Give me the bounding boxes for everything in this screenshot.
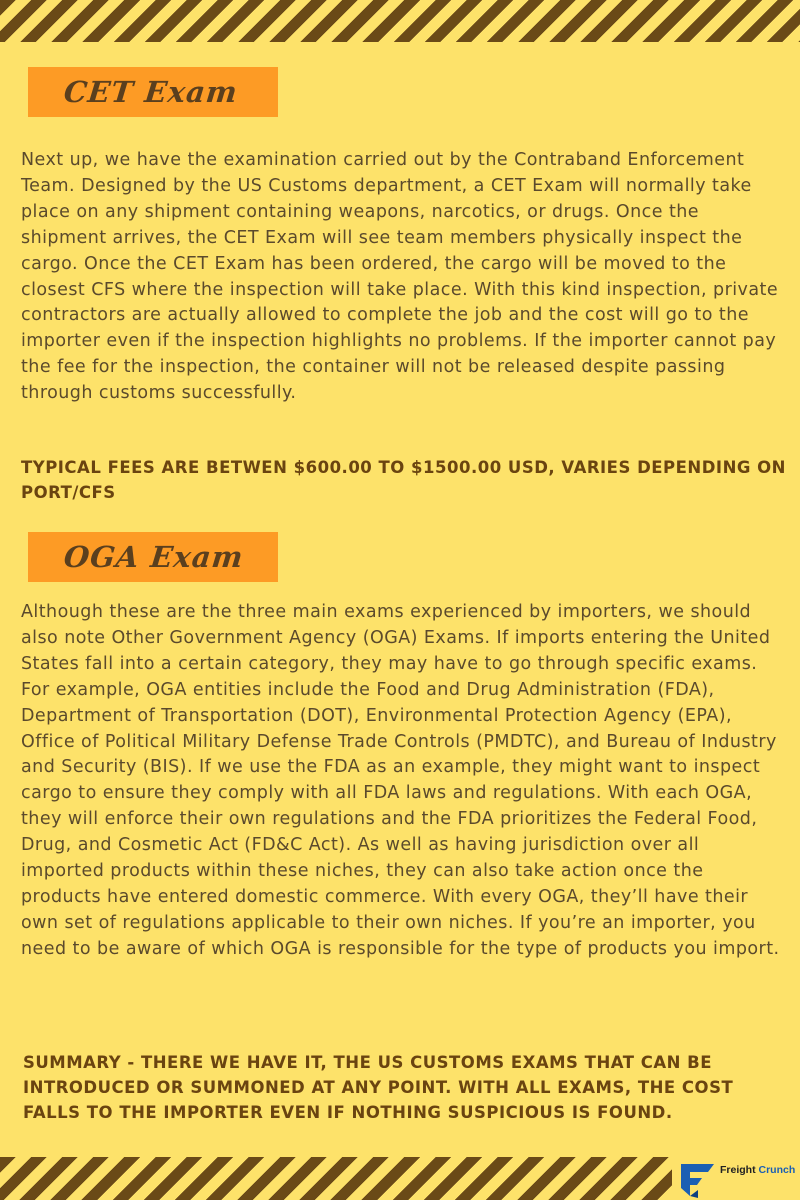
oga-exam-description: Although these are the three main exams experienced by importers, we should also note Other Government Agency (OGA) Exams. If imports entering the United States fall into a certain category, they may have to go through specific exams. For example, OGA entities include the Food and Drug Administration (FDA), Department of Transportation (DOT), Environmental Protection Agency (EPA), Office of Political Military Defense Trade Controls (PMDTC), and Bureau of Industry and Security (BIS). If we use the FDA as an example, they might want to inspect cargo to ensure they comply with all FDA laws and regulations. With each OGA, they will enforce their own regulations and the FDA prioritizes the Federal Food, Drug, and Cosmetic Act (FD&C Act). As well as having jurisdiction over all imported products within these niches, they can also take action once the products have entered domestic commerce. With every OGA, they’ll have their own set of regulations applicable to their own niches. If you’re an importer, you need to be aware of which OGA is responsible for the type of products you import. [21, 602, 780, 959]
oga-exam-heading-box [28, 532, 278, 582]
bottom-hazard-stripe [0, 1157, 672, 1200]
summary-text: SUMMARY - THERE WE HAVE IT, THE US CUSTOMS EXAMS THAT CAN BE INTRODUCED OR SUMMONED AT ANY POINT. WITH ALL EXAMS, THE COST FALLS TO THE IMPORTER EVEN IF NOTHING SUSPICIOUS IS FOUND. [23, 1053, 734, 1122]
logo-word-crunch: Crunch [758, 1164, 796, 1176]
oga-exam-heading: OGA Exam [62, 540, 246, 574]
freight-crunch-logo-icon [678, 1160, 718, 1200]
freight-crunch-logo [678, 1158, 800, 1200]
logo-word-freight: Freight [720, 1164, 756, 1176]
cet-typical-fees: TYPICAL FEES ARE BETWEN $600.00 TO $1500.00 USD, VARIES DEPENDING ON PORT/CFS [21, 458, 786, 502]
cet-exam-heading-box [28, 67, 278, 117]
cet-exam-description: Next up, we have the examination carried out by the Contraband Enforcement Team. Designed by the US Customs department, a CET Exam will normally take place on any shipment containing weapons, narcotics, or drugs. Once the shipment arrives, the CET Exam will see team members physically inspect the cargo. Once the CET Exam has been ordered, the cargo will be moved to the closest CFS where the inspection will take place. With this kind inspection, private contractors are actually allowed to complete the job and the cost will go to the importer even if the inspection highlights no problems. If the importer cannot pay the fee for the inspection, the container will not be released despite passing through customs successfully. [21, 150, 779, 404]
cet-exam-heading: CET Exam [62, 75, 240, 109]
top-hazard-stripe [0, 0, 800, 42]
logo-wordmark [720, 1164, 795, 1176]
